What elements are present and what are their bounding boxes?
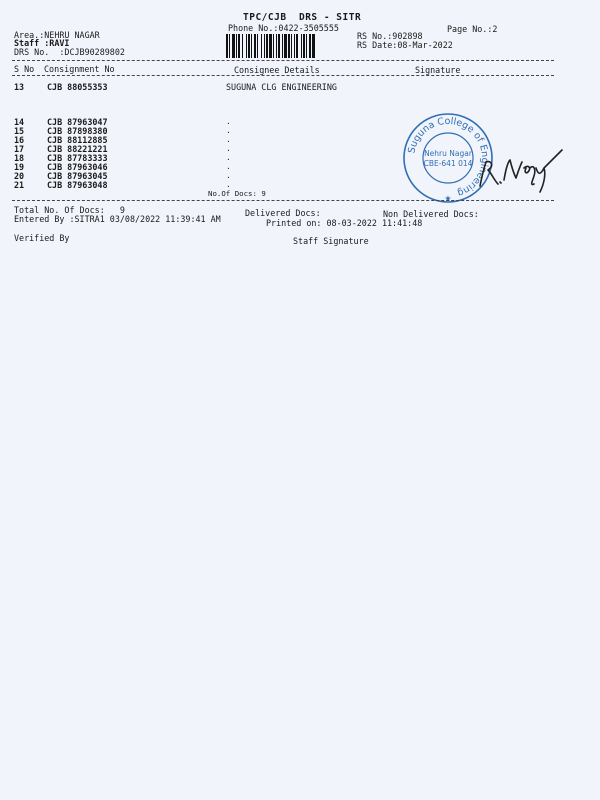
row-consignee: . bbox=[226, 126, 231, 135]
row-consignee: . bbox=[226, 180, 231, 189]
total-docs: Total No. Of Docs: 9 bbox=[14, 205, 125, 215]
row-consignment: CJB 88221221 bbox=[47, 144, 108, 154]
svg-text:CBE-641 014: CBE-641 014 bbox=[423, 159, 473, 168]
row-sno: 15 bbox=[14, 126, 25, 136]
row-consignment: CJB 87963048 bbox=[47, 180, 108, 190]
column-header-sno: S No bbox=[14, 64, 35, 74]
column-header-signature: Signature bbox=[415, 65, 461, 75]
row-consignee: . bbox=[226, 162, 231, 171]
divider bbox=[12, 75, 554, 76]
row-sno: 14 bbox=[14, 117, 25, 127]
row-sno: 18 bbox=[14, 153, 25, 163]
row-sno: 19 bbox=[14, 162, 25, 172]
staff-signature: Staff Signature bbox=[293, 236, 369, 246]
row-sno: 13 bbox=[14, 82, 25, 92]
divider bbox=[12, 60, 554, 61]
no-of-docs: No.Of Docs: 9 bbox=[208, 189, 266, 198]
handwritten-signature bbox=[470, 138, 566, 198]
row-consignment: CJB 87963046 bbox=[47, 162, 108, 172]
svg-text:Nehru Nagar: Nehru Nagar bbox=[424, 149, 472, 158]
rs-date: RS Date:08-Mar-2022 bbox=[357, 40, 453, 50]
row-consignee: . bbox=[226, 171, 231, 180]
row-consignment: CJB 87963045 bbox=[47, 171, 108, 181]
row-consignee: . bbox=[226, 135, 231, 144]
column-header-consignment: Consignment No bbox=[44, 64, 115, 74]
row-sno: 16 bbox=[14, 135, 25, 145]
drs-number: DRS No. :DCJB90289802 bbox=[14, 47, 125, 57]
staff-label: Staff :RAVI bbox=[14, 38, 70, 48]
row-sno: 20 bbox=[14, 171, 25, 181]
svg-text:★: ★ bbox=[444, 194, 452, 203]
row-sno: 17 bbox=[14, 144, 25, 154]
delivered-docs: Delivered Docs: bbox=[245, 208, 321, 218]
area-label: Area.:NEHRU NAGAR bbox=[14, 30, 100, 40]
row-consignment: CJB 88055353 bbox=[47, 82, 108, 92]
non-delivered-docs: Non Delivered Docs: bbox=[383, 209, 479, 219]
row-consignee: . bbox=[226, 153, 231, 162]
row-consignment: CJB 87783333 bbox=[47, 153, 108, 163]
divider bbox=[12, 200, 554, 201]
printed-on: Printed on: 08-03-2022 11:41:48 bbox=[266, 218, 423, 228]
entered-by: Entered By :SITRA1 03/08/2022 11:39:41 AM bbox=[14, 214, 221, 224]
row-consignment: CJB 88112885 bbox=[47, 135, 108, 145]
row-consignee: . bbox=[226, 144, 231, 153]
barcode bbox=[226, 34, 350, 58]
page-number: Page No.:2 bbox=[447, 24, 498, 34]
verified-by: Verified By bbox=[14, 233, 70, 243]
row-consignment: CJB 87898380 bbox=[47, 126, 108, 136]
phone-number: Phone No.:0422-3505555 bbox=[228, 23, 339, 33]
row-consignment: CJB 87963047 bbox=[47, 117, 108, 127]
row-consignee: . bbox=[226, 117, 231, 126]
row-consignee: SUGUNA CLG ENGINEERING bbox=[226, 82, 337, 92]
column-header-consignee: Consignee Details bbox=[234, 65, 320, 75]
document-title: TPC/CJB DRS - SITR bbox=[243, 12, 362, 23]
svg-text:Suguna College of Engineering: Suguna College of Engineering bbox=[406, 115, 491, 199]
row-sno: 21 bbox=[14, 180, 25, 190]
rs-number: RS No.:902898 bbox=[357, 31, 423, 41]
